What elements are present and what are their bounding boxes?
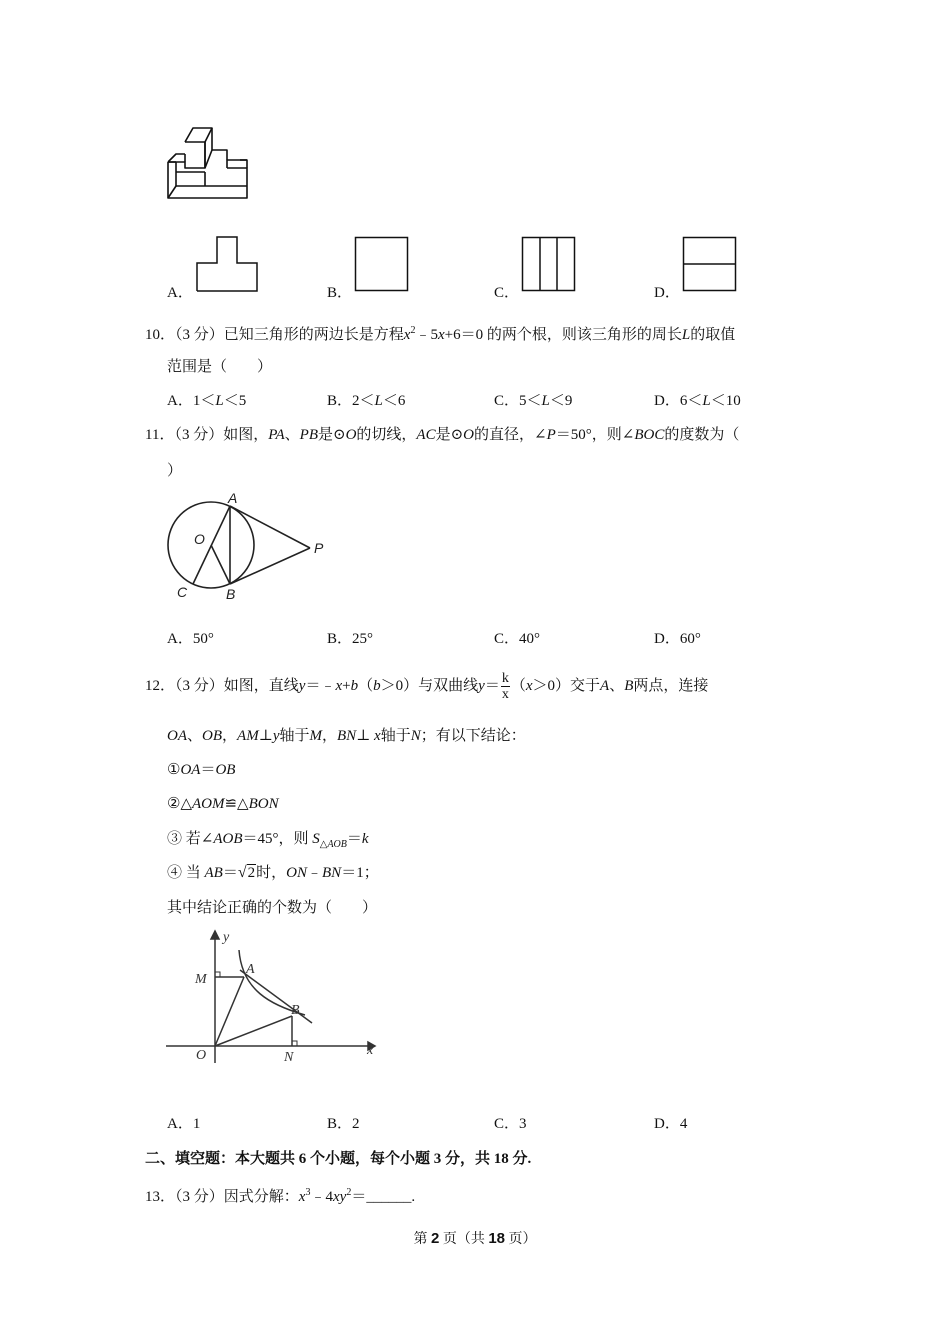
- q12-var: N: [410, 728, 421, 744]
- q13-exponent: 3: [305, 1187, 311, 1198]
- q11-number: 11．: [145, 427, 175, 443]
- q11-var: AC: [416, 427, 436, 443]
- option-text: 25°: [352, 631, 374, 647]
- q12-var: y: [478, 678, 485, 694]
- q12-var: ON: [286, 865, 307, 881]
- q11-option-b: [327, 629, 373, 649]
- q11-label-c: C: [177, 584, 188, 600]
- q12-var: BN: [322, 865, 342, 881]
- q11-text: ＝50°，则∠: [555, 427, 635, 443]
- q12-text: 、: [187, 728, 203, 744]
- q12-option-d: [654, 1114, 687, 1134]
- option-text: 6＜: [679, 393, 703, 409]
- option-label: A．: [167, 631, 193, 647]
- q11-text: 、: [284, 427, 300, 443]
- q10-score: （3 分）: [175, 327, 224, 343]
- q13-text: ＝: [351, 1189, 367, 1205]
- q9-option-b-figure: [354, 236, 410, 292]
- q12-conclusion-1: [167, 760, 235, 780]
- q12-var: y: [298, 678, 306, 694]
- q12-text: ；有以下结论：: [420, 728, 526, 744]
- option-var: L: [374, 393, 383, 409]
- option-text: 1: [192, 1116, 201, 1132]
- q12-option-b: [327, 1114, 360, 1134]
- option-text: 3: [519, 1116, 527, 1132]
- q12-var: x: [525, 678, 533, 694]
- q11-option-c: [494, 629, 540, 649]
- sqrt-icon: √: [237, 864, 247, 881]
- q12-text: ＝: [222, 865, 238, 881]
- q10-var-x: x: [403, 327, 411, 343]
- q11-circle-tangent-figure: [160, 487, 340, 607]
- fraction-numerator: k: [501, 671, 509, 687]
- option-text: ＜5: [223, 393, 247, 409]
- q12-var: x: [335, 678, 343, 694]
- q12-var: BN: [337, 728, 357, 744]
- q10-exponent: 2: [410, 325, 416, 336]
- q11-text: 的直径，∠: [474, 427, 547, 443]
- q10-var-x: x: [437, 327, 445, 343]
- q12-var: BON: [248, 796, 279, 812]
- option-var: L: [215, 393, 224, 409]
- q12-text: （: [358, 678, 374, 694]
- q12-var: OA: [167, 728, 187, 744]
- option-label: B．: [327, 393, 353, 409]
- option-text: 1＜: [192, 393, 216, 409]
- q12-var: AB: [204, 865, 223, 881]
- q12-var: b: [373, 678, 381, 694]
- q12-sqrt-radicand: 2: [247, 865, 256, 881]
- q12-label-n: N: [284, 1050, 294, 1065]
- q11-label-p: P: [314, 540, 324, 556]
- q9-option-a-figure: [195, 235, 261, 293]
- q11-var: PB: [299, 427, 318, 443]
- q12-text: +: [342, 678, 351, 694]
- q12-score: （3 分）: [175, 678, 224, 694]
- q9-option-a-label: A．: [167, 285, 193, 301]
- option-text: 5＜: [519, 393, 542, 409]
- q12-text: ③ 若∠: [167, 831, 214, 847]
- q12-text: ＝: [200, 762, 216, 778]
- q13-stem: [145, 1183, 415, 1207]
- q10-option-c: [494, 391, 572, 411]
- option-text: ＜10: [710, 393, 741, 409]
- q12-text: ＞0）交于: [532, 678, 601, 694]
- option-label: C．: [494, 393, 520, 409]
- q13-var: x: [298, 1189, 306, 1205]
- q10-number: 10．: [145, 327, 176, 343]
- option-var: L: [702, 393, 711, 409]
- option-label: B．: [327, 631, 353, 647]
- q12-stem-line1: [145, 668, 708, 704]
- q13-text: 因式分解：: [223, 1189, 299, 1205]
- q11-var: BOC: [634, 427, 665, 443]
- q12-text: ＝: [346, 831, 362, 847]
- q12-text: 时，: [256, 865, 287, 881]
- q12-text: ⊥: [356, 728, 375, 744]
- footer-total-pages: 18: [488, 1230, 506, 1247]
- q11-label-b: B: [226, 586, 236, 602]
- q10-stem-text: ﹣5: [415, 327, 438, 343]
- q12-text: 轴于: [380, 728, 411, 744]
- q12-text: 两点，连接: [633, 678, 709, 694]
- option-text: 40°: [519, 631, 541, 647]
- q13-var: xy: [332, 1189, 347, 1205]
- q12-text: ②△: [167, 796, 192, 812]
- q12-subscript: △: [319, 839, 328, 850]
- q10-stem-line1: [145, 321, 735, 345]
- q11-text: 是⊙: [435, 427, 464, 443]
- q12-option-c: [494, 1114, 527, 1134]
- q12-var: AOM: [191, 796, 225, 812]
- q12-text: ＝﹣: [305, 678, 336, 694]
- q12-var: OB: [202, 728, 223, 744]
- q12-var: y: [272, 728, 280, 744]
- q12-text: ＞0）与双曲线: [380, 678, 479, 694]
- q12-text: ⊥: [258, 728, 273, 744]
- option-var: L: [541, 393, 550, 409]
- q12-label-m: M: [195, 972, 207, 987]
- q12-label-x: x: [367, 1043, 374, 1058]
- footer-text: 页）: [505, 1232, 537, 1247]
- q10-stem-text: 的取值: [690, 327, 736, 343]
- option-label: C．: [494, 631, 520, 647]
- option-text: ＜6: [382, 393, 406, 409]
- section2-heading: 二、填空题：本大题共 6 个小题，每个小题 3 分，共 18 分.: [145, 1151, 532, 1167]
- q9-option-d-label: D．: [654, 285, 680, 301]
- q11-var: O: [463, 427, 475, 443]
- option-text: 50°: [192, 631, 214, 647]
- q10-stem-line2: 范围是（ ）: [167, 359, 273, 375]
- q12-closing: 其中结论正确的个数为（ ）: [167, 900, 378, 916]
- q11-text: 是⊙: [317, 427, 346, 443]
- q12-var: x: [374, 728, 381, 744]
- q12-var: S: [312, 831, 320, 847]
- option-label: D．: [654, 393, 680, 409]
- q12-label-a: A: [246, 962, 255, 977]
- q12-label-y: y: [223, 930, 230, 945]
- q12-label-o: O: [196, 1048, 207, 1063]
- solid-3d-figure: [160, 122, 255, 204]
- q12-var: k: [361, 831, 369, 847]
- q11-text: 的切线，: [356, 427, 417, 443]
- q13-text: .: [411, 1189, 416, 1205]
- q12-var: b: [350, 678, 359, 694]
- q11-option-a: [167, 629, 214, 649]
- option-text: 60°: [679, 631, 701, 647]
- option-label: A．: [167, 1116, 193, 1132]
- q12-text: ，: [222, 728, 238, 744]
- q11-var: O: [345, 427, 357, 443]
- q11-option-d: [654, 629, 701, 649]
- footer-page-number: 2: [430, 1230, 440, 1247]
- q9-option-b-label: B．: [327, 285, 353, 301]
- option-text: ＜9: [549, 393, 573, 409]
- q11-label-a: A: [228, 490, 238, 506]
- q11-stem-line2: ）: [167, 463, 183, 479]
- option-text: 2＜: [352, 393, 375, 409]
- q12-option-a: [167, 1114, 200, 1134]
- q12-label-b: B: [291, 1003, 300, 1018]
- footer-text: 页（共: [439, 1232, 489, 1247]
- q12-text: ﹣: [307, 865, 323, 881]
- q10-option-d: [654, 391, 741, 411]
- q11-label-o: O: [194, 531, 205, 547]
- q12-text: ≌△: [224, 796, 249, 812]
- q11-var: P: [546, 427, 556, 443]
- q12-text: ④ 当: [167, 865, 205, 881]
- q10-option-b: [327, 391, 405, 411]
- q12-var: M: [309, 728, 322, 744]
- q10-stem-text: 已知三角形的两边长是方程: [223, 327, 404, 343]
- q11-text: 的度数为（: [664, 427, 740, 443]
- option-text: 2: [352, 1116, 360, 1132]
- q13-number: 13．: [145, 1189, 176, 1205]
- option-label: D．: [654, 1116, 680, 1132]
- q12-text: 轴于: [279, 728, 310, 744]
- q13-answer-blank[interactable]: ______: [366, 1189, 412, 1205]
- q12-text: 如图，直线: [223, 678, 299, 694]
- fraction-denominator: x: [501, 687, 509, 703]
- q12-conclusion-3: [167, 829, 369, 855]
- q12-conclusion-2: [167, 794, 279, 814]
- option-text: 4: [679, 1116, 688, 1132]
- q12-var: B: [624, 678, 634, 694]
- q12-stem-line2: [167, 726, 526, 746]
- q11-var: PA: [268, 427, 285, 443]
- page-footer: [0, 1229, 950, 1250]
- q12-hyperbola-figure: [160, 925, 385, 1065]
- q12-var: OA: [180, 762, 201, 778]
- option-label: C．: [494, 1116, 520, 1132]
- option-label: A．: [167, 393, 193, 409]
- q11-text: 如图，: [223, 427, 269, 443]
- q11-score: （3 分）: [174, 427, 224, 443]
- q12-text: ＝: [484, 678, 500, 694]
- q12-text: ，: [322, 728, 338, 744]
- q12-number: 12．: [145, 678, 176, 694]
- q12-text: ①: [167, 762, 181, 778]
- q12-subscript: AOB: [327, 839, 347, 850]
- option-label: D．: [654, 631, 680, 647]
- q9-option-d-figure: [682, 236, 738, 292]
- q12-var: OB: [215, 762, 236, 778]
- q12-conclusion-4: [167, 863, 379, 883]
- q12-text: （: [510, 678, 526, 694]
- q10-stem-text: +6＝0 的两个根，则该三角形的周长: [444, 327, 682, 343]
- q12-text: 、: [609, 678, 625, 694]
- footer-text: 第: [413, 1232, 431, 1247]
- q12-text: ＝45°，则: [242, 831, 313, 847]
- q13-exponent: 2: [346, 1187, 352, 1198]
- q12-var: AOB: [213, 831, 243, 847]
- q12-var: A: [600, 678, 610, 694]
- q10-option-a: [167, 391, 246, 411]
- q12-text: ＝1；: [341, 865, 379, 881]
- q12-fraction: [501, 671, 510, 702]
- q9-option-c-label: C．: [494, 285, 520, 301]
- q9-option-c-figure: [521, 236, 577, 292]
- q10-var-l: L: [681, 327, 691, 343]
- q13-text: ﹣4: [310, 1189, 333, 1205]
- q11-stem-line1: [145, 425, 739, 445]
- option-label: B．: [327, 1116, 353, 1132]
- q13-score: （3 分）: [175, 1189, 224, 1205]
- q12-var: AM: [237, 728, 259, 744]
